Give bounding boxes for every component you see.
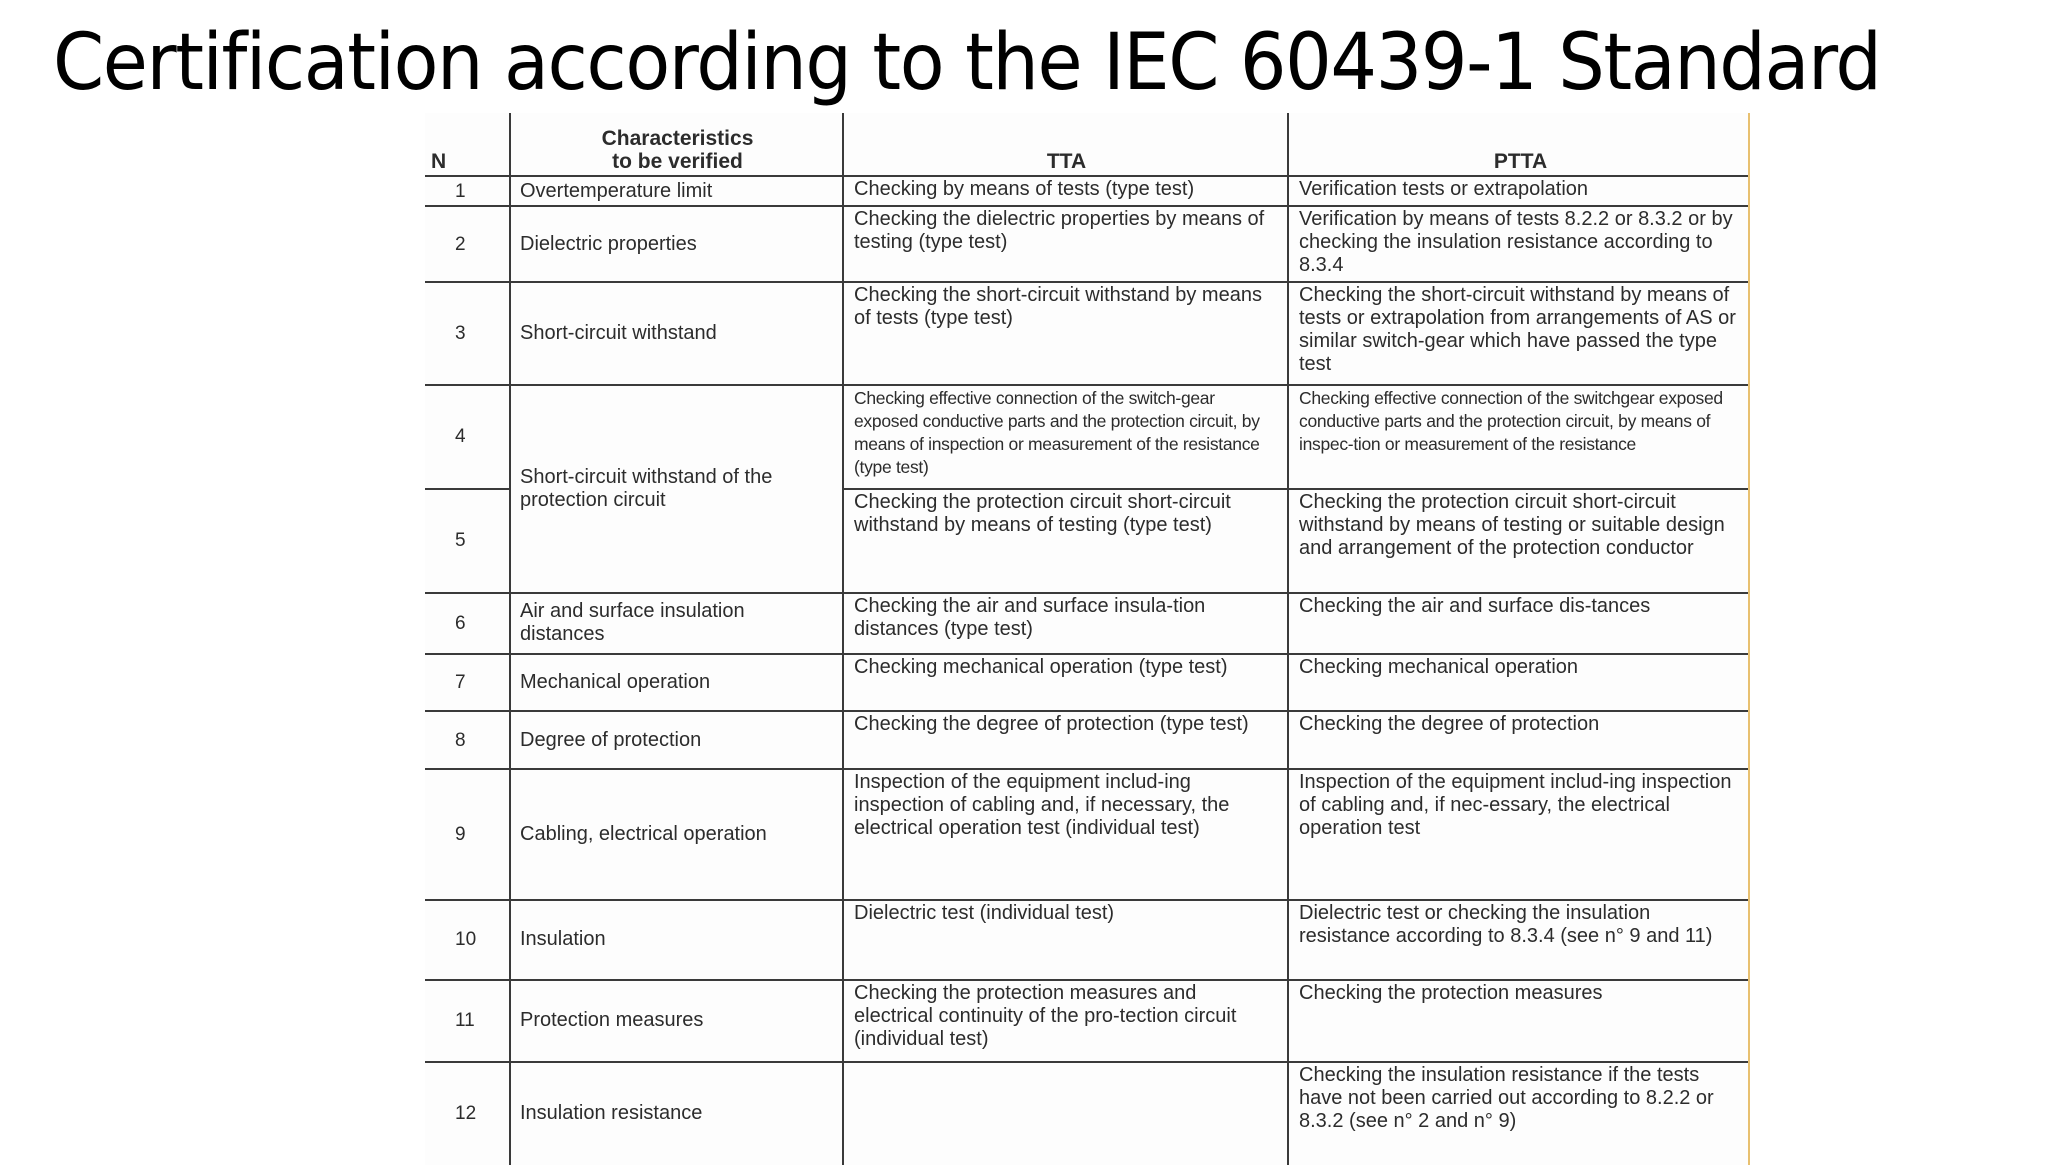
ptta-cell: Dielectric test or checking the insulation resistance according to 8.3.4 (see n° 9 and 11) xyxy=(1288,900,1750,980)
ptta-cell: Checking the insulation resistance if the tests have not been carried out according to 8.2.2 or 8.3.2 (see n° 2 and n° 9) xyxy=(1288,1062,1750,1165)
table-row xyxy=(425,654,1750,712)
characteristic-cell: Short-circuit withstand xyxy=(510,282,843,384)
tta-cell: Checking the air and surface insula-tion distances (type test) xyxy=(843,593,1288,654)
tta-cell: Checking the short-circuit withstand by means of tests (type test) xyxy=(843,282,1288,384)
tta-cell xyxy=(843,1062,1288,1165)
header-ptta: PTTA xyxy=(1288,113,1750,176)
ptta-cell: Checking the air and surface dis-tances xyxy=(1288,593,1750,654)
characteristic-cell: Overtemperature limit xyxy=(510,176,843,206)
ptta-cell: Verification by means of tests 8.2.2 or 8.3.2 or by checking the insulation resistance according to 8.3.4 xyxy=(1288,206,1750,282)
header-n: N xyxy=(425,113,510,176)
row-number: 12 xyxy=(455,1103,477,1125)
row-number: 11 xyxy=(425,980,510,1062)
table-right-border xyxy=(1748,113,1750,1165)
tta-cell: Checking the dielectric properties by means of testing (type test) xyxy=(843,206,1288,282)
row-number: 10 xyxy=(425,900,510,980)
table-row xyxy=(425,980,1750,1062)
row-number: 8 xyxy=(425,711,510,769)
tta-cell: Checking the protection circuit short-circuit withstand by means of testing (type test) xyxy=(843,489,1288,593)
tta-cell: Checking the degree of protection (type test) xyxy=(843,711,1288,769)
table-row xyxy=(425,711,1750,769)
header-characteristics-line2: to be verified xyxy=(612,150,743,173)
table-row xyxy=(425,176,1750,206)
certification-table-image xyxy=(425,113,1750,1165)
row-number: 3 xyxy=(425,282,510,384)
row-number: 5 xyxy=(425,489,510,593)
row-number: 7 xyxy=(425,654,510,712)
characteristic-cell: Insulation resistance xyxy=(510,1062,843,1165)
tta-cell: Checking the protection measures and electrical continuity of the pro-tection circuit (individual test) xyxy=(843,980,1288,1062)
row-number: 6 xyxy=(425,593,510,654)
ptta-cell: Checking the protection measures xyxy=(1288,980,1750,1062)
row-number: 9 xyxy=(425,769,510,900)
table-row xyxy=(425,385,1750,489)
table-header-row xyxy=(425,113,1750,176)
table-row xyxy=(425,206,1750,282)
characteristic-cell: Degree of protection xyxy=(510,711,843,769)
characteristic-cell: Insulation xyxy=(510,900,843,980)
characteristic-cell: Protection measures xyxy=(510,980,843,1062)
characteristic-cell: Short-circuit withstand of the protection circuit xyxy=(510,385,843,594)
header-characteristics xyxy=(510,113,843,176)
ptta-cell: Checking mechanical operation xyxy=(1288,654,1750,712)
table-row xyxy=(425,1062,1750,1165)
row-number: 2 xyxy=(425,206,510,282)
ptta-cell: Verification tests or extrapolation xyxy=(1288,176,1750,206)
characteristic-cell: Mechanical operation xyxy=(510,654,843,712)
table-row xyxy=(425,282,1750,384)
ptta-cell: Inspection of the equipment includ-ing inspection of cabling and, if nec-essary, the electrical operation test xyxy=(1288,769,1750,900)
tta-cell: Checking effective connection of the switch-gear exposed conductive parts and the protection circuit, by means of inspection or measurement of the resistance (type test) xyxy=(843,385,1288,489)
ptta-cell: Checking effective connection of the switchgear exposed conductive parts and the protection circuit, by means of inspec-tion or measurement of the resistance xyxy=(1288,385,1750,489)
ptta-cell: Checking the short-circuit withstand by means of tests or extrapolation from arrangements of AS or similar switch-gear which have passed the type test xyxy=(1288,282,1750,384)
table-row xyxy=(425,900,1750,980)
header-tta: TTA xyxy=(843,113,1288,176)
ptta-cell: Checking the protection circuit short-circuit withstand by means of testing or suitable design and arrangement of the protection conductor xyxy=(1288,489,1750,593)
row-number: 4 xyxy=(425,385,510,489)
tta-cell: Inspection of the equipment includ-ing inspection of cabling and, if necessary, the electrical operation test (individual test) xyxy=(843,769,1288,900)
characteristic-cell: Cabling, electrical operation xyxy=(510,769,843,900)
header-characteristics-line1: Characteristics xyxy=(601,127,754,150)
tta-cell: Checking mechanical operation (type test) xyxy=(843,654,1288,712)
certification-table xyxy=(425,113,1750,1165)
tta-cell: Dielectric test (individual test) xyxy=(843,900,1288,980)
row-number: 1 xyxy=(425,176,510,206)
table-row xyxy=(425,593,1750,654)
characteristic-cell: Dielectric properties xyxy=(510,206,843,282)
table-row xyxy=(425,769,1750,900)
slide-title: Certification according to the IEC 60439-1 Standard xyxy=(53,18,1881,108)
tta-cell: Checking by means of tests (type test) xyxy=(843,176,1288,206)
characteristic-cell: Air and surface insulation distances xyxy=(510,593,843,654)
ptta-cell: Checking the degree of protection xyxy=(1288,711,1750,769)
